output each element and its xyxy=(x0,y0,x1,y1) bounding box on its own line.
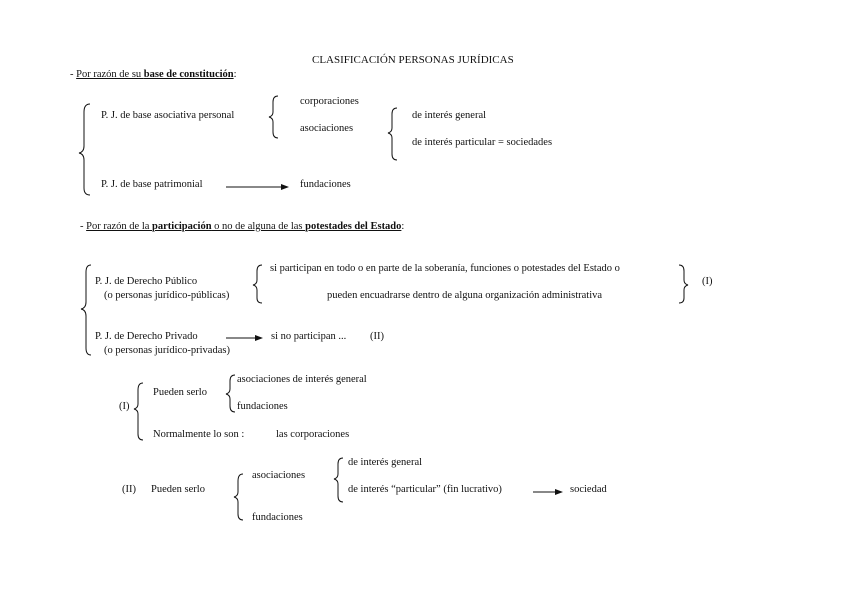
privado-sublabel: (o personas jurídico-privadas) xyxy=(104,345,230,356)
note2-pueden: Pueden serlo xyxy=(151,484,205,495)
publico-ref: (I) xyxy=(702,276,713,287)
section2-lead: Por razón de la xyxy=(86,221,153,232)
interes-general-item: de interés general xyxy=(412,110,487,121)
section1-prefix: - xyxy=(70,69,77,80)
note1-normal-value: las corporaciones xyxy=(276,429,350,440)
note2-item-fundaciones: fundaciones xyxy=(252,512,303,523)
section2-mid: o no de alguna de las xyxy=(211,221,306,232)
publico-line1: si participan en todo o en parte de la soberanía, funciones o potestades del Estado o xyxy=(270,263,620,274)
section1-tail: : xyxy=(233,69,237,80)
fundaciones-result: fundaciones xyxy=(300,179,351,190)
brace-note2-sub xyxy=(334,458,343,502)
brace-section1 xyxy=(79,104,90,195)
note1-ref: (I) xyxy=(119,401,130,412)
patrimonial-label: P. J. de base patrimonial xyxy=(101,179,203,190)
note2-item-asociaciones: asociaciones xyxy=(252,470,306,481)
note2-result: sociedad xyxy=(570,484,607,495)
corporaciones-item: corporaciones xyxy=(300,96,359,107)
note1-item-fundaciones: fundaciones xyxy=(237,401,288,412)
brace-publico-left xyxy=(253,265,262,303)
brace-note1 xyxy=(134,383,143,440)
brace-section2 xyxy=(81,265,91,355)
brace-publico-right xyxy=(679,265,688,303)
brace-asociativa xyxy=(269,96,278,138)
section2-bold2: potestades del Estado xyxy=(305,221,402,232)
publico-sublabel: (o personas jurídico-públicas) xyxy=(104,290,230,301)
section2-bold1: participación xyxy=(152,221,212,232)
arrow-privado-head xyxy=(255,335,263,341)
privado-result: si no participan ... xyxy=(271,331,347,342)
section1-bold: base de constitución xyxy=(143,69,234,80)
interes-particular-item: de interés particular = sociedades xyxy=(412,137,553,148)
privado-ref: (II) xyxy=(370,331,384,342)
asociaciones-item: asociaciones xyxy=(300,123,354,134)
privado-label: P. J. de Derecho Privado xyxy=(95,331,198,342)
note1-pueden: Pueden serlo xyxy=(153,387,207,398)
note2-ref: (II) xyxy=(122,484,136,495)
section1-lead: Por razón de su xyxy=(76,69,144,80)
note1-item-asociaciones: asociaciones de interés general xyxy=(237,374,367,385)
publico-label: P. J. de Derecho Público xyxy=(95,276,198,287)
asociativa-label: P. J. de base asociativa personal xyxy=(101,110,235,121)
brace-note2 xyxy=(234,474,243,520)
section2-tail: : xyxy=(401,221,405,232)
brace-note1-items xyxy=(226,375,235,412)
note2-sub-particular: de interés “particular” (fin lucrativo) xyxy=(348,484,502,495)
page-title: CLASIFICACIÓN PERSONAS JURÍDICAS xyxy=(312,54,514,66)
section2-prefix: - xyxy=(80,221,87,232)
arrow-patrimonial-head xyxy=(281,184,289,190)
publico-line2: pueden encuadrarse dentro de alguna organización administrativa xyxy=(327,290,603,301)
note1-normal: Normalmente lo son : xyxy=(153,429,245,440)
note2-sub-general: de interés general xyxy=(348,457,423,468)
arrow-sociedad-head xyxy=(555,489,563,495)
brace-asociaciones xyxy=(388,108,397,160)
